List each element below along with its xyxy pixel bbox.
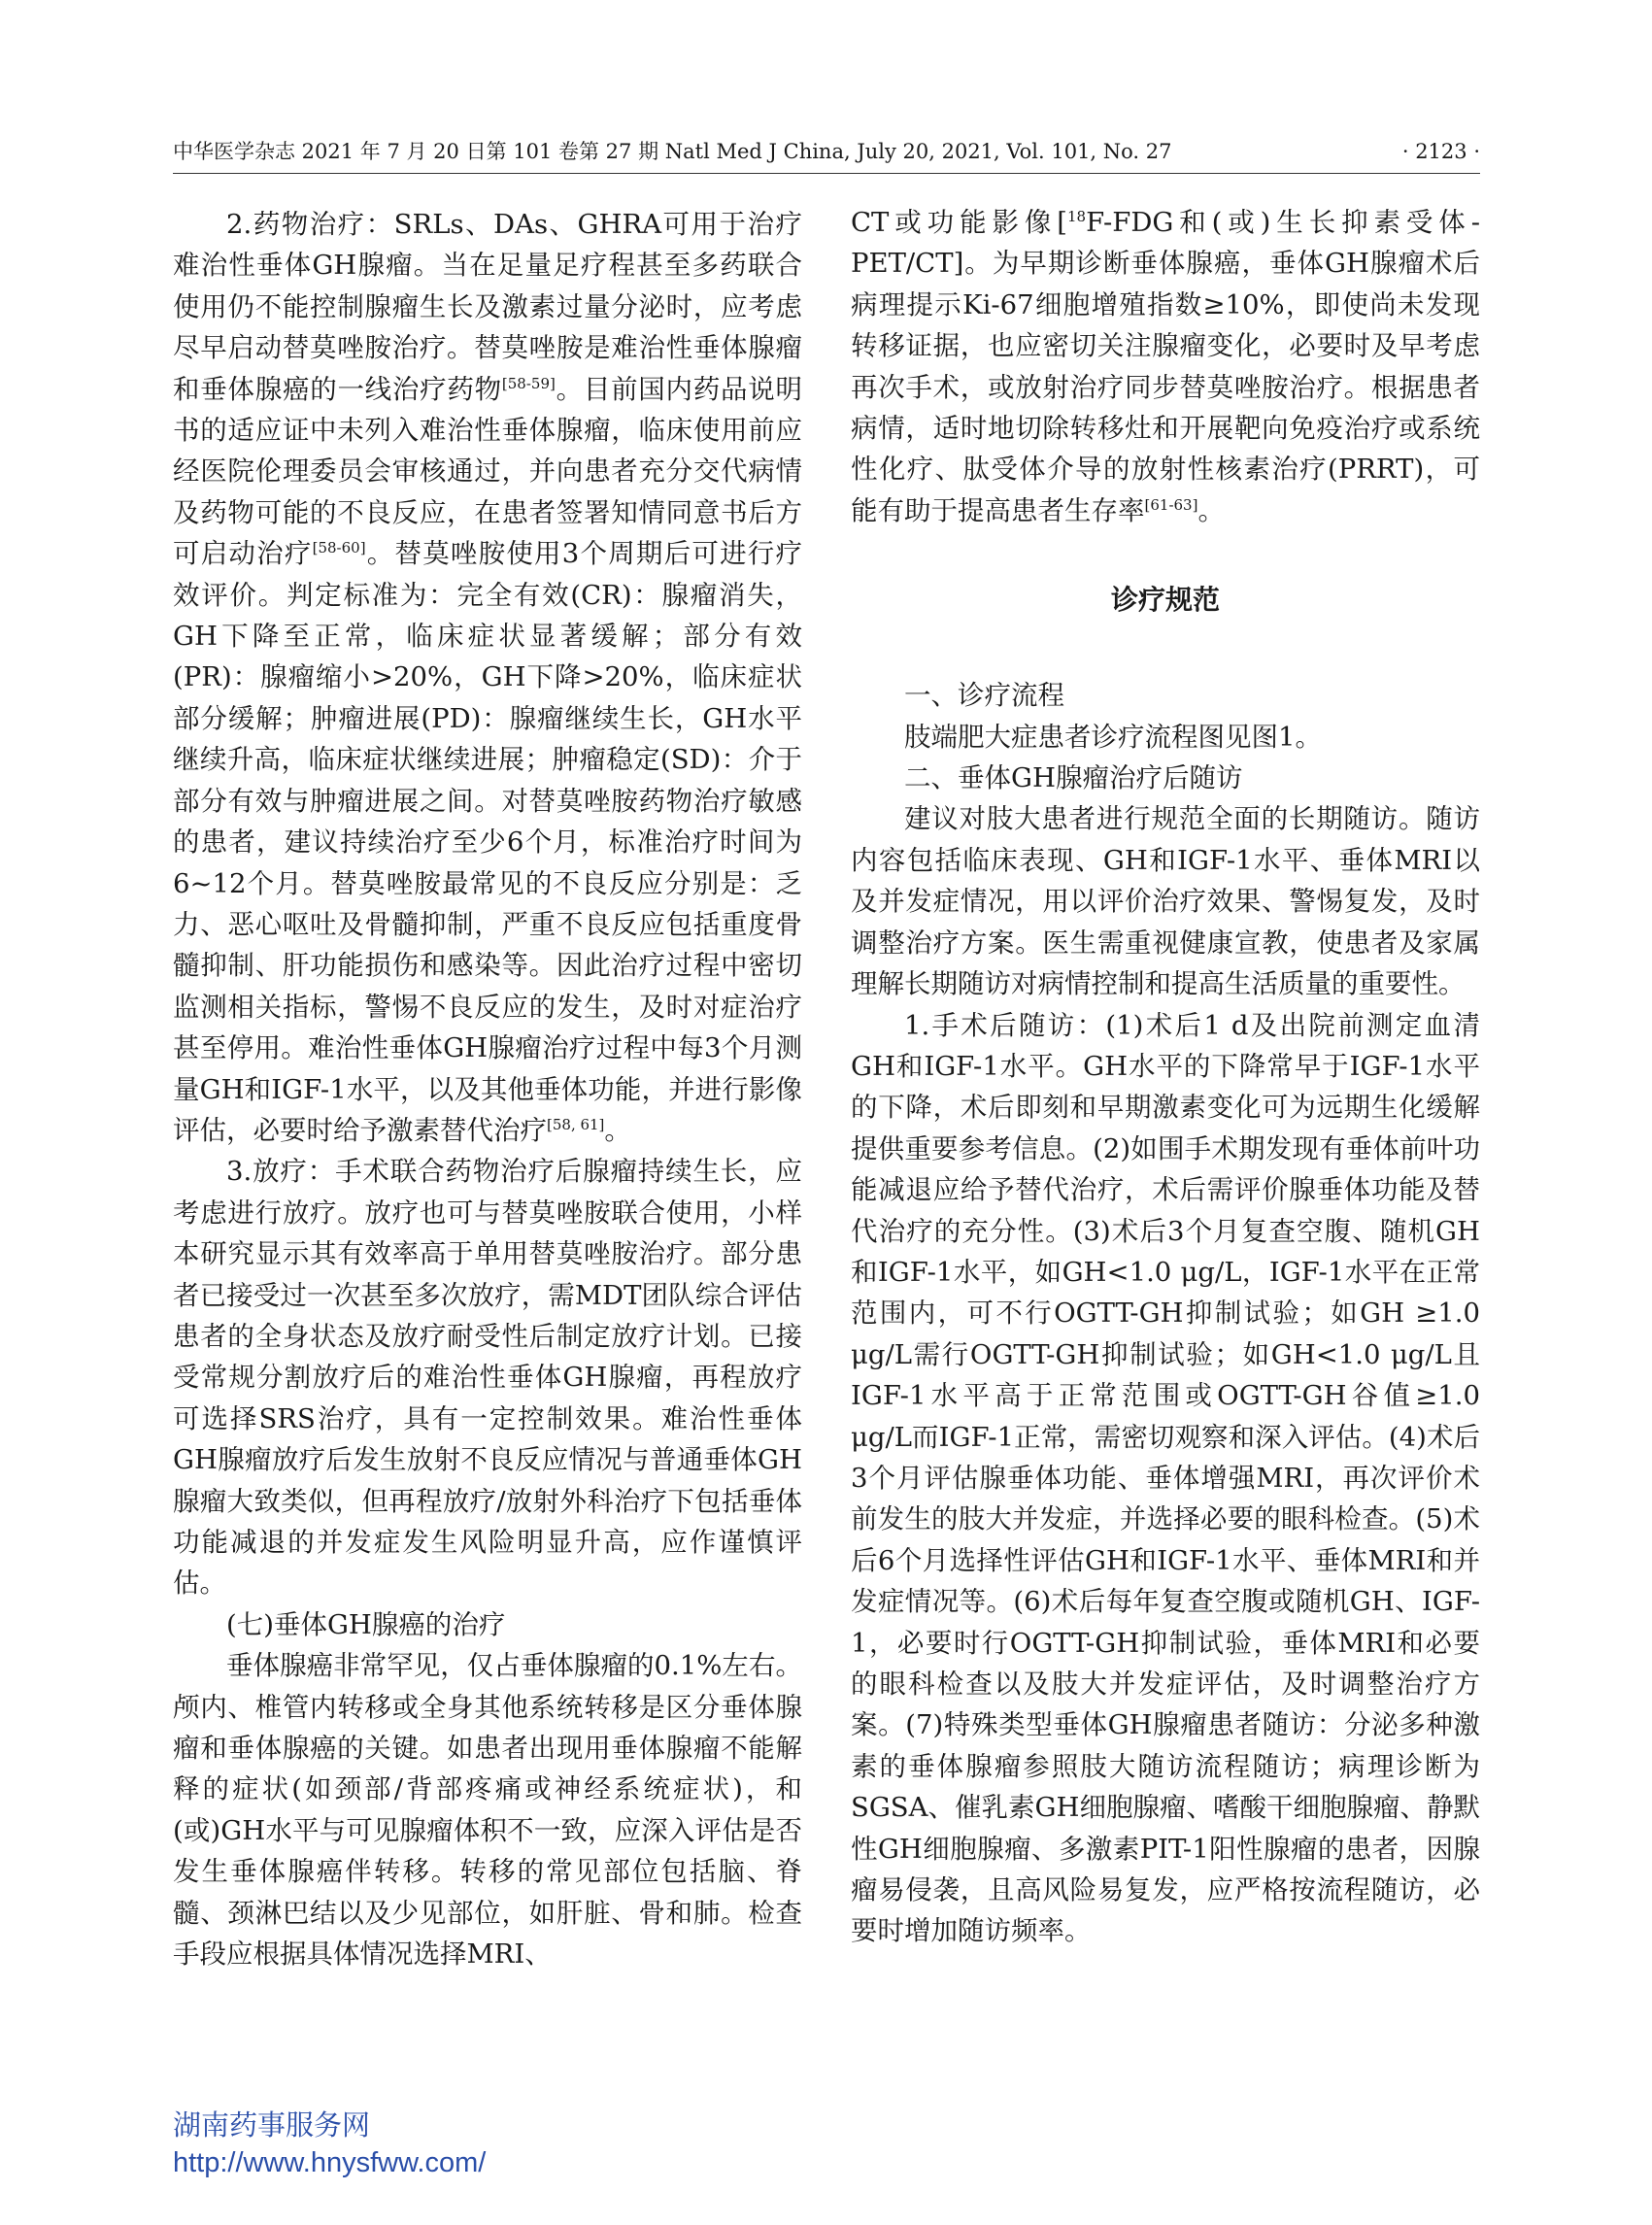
- citation: [61-63]: [1144, 495, 1198, 514]
- paragraph-postop-followup: 1.手术后随访：(1)术后1 d及出院前测定血清GH和IGF-1水平。GH水平的下降常早于IGF-1水平的下降，术后即刻和早期激素变化可为远期生化缓解提供重要参考信息。(2)如围手术期发现有垂体前叶功能减退应给予替代治疗，术后需评价腺垂体功能及替代治疗的充分性。(3)术后3个月复查空腹、随机GH和IGF-1水平，如GH<1.0 μg/L，IGF-1水平在正常范围内，可不行OGTT-GH抑制试验；如GH ≥1.0 μg/L需行OGTT-GH抑制试验；如GH<1.0 μg/L且IGF-1水平高于正常范围或OGTT-GH谷值≥1.0 μg/L而IGF-1正常，需密切观察和深入评估。(4)术后3个月评估腺垂体功能、垂体增强MRI，再次评价术前发生的肢大并发症，并选择必要的眼科检查。(5)术后6个月选择性评估GH和IGF-1水平、垂体MRI和并发症情况等。(6)术后每年复查空腹或随机GH、IGF-1，必要时行OGTT-GH抑制试验，垂体MRI和必要的眼科检查以及肢大并发症评估，及时调整治疗方案。(7)特殊类型垂体GH腺瘤患者随访：分泌多种激素的垂体腺瘤参照肢大随访流程随访；病理诊断为SGSA、催乳素GH细胞腺瘤、嗜酸干细胞腺瘤、静默性GH细胞腺瘤、多激素PIT-1阳性腺瘤的患者，因腺瘤易侵袭，且高风险易复发，应严格按流程随访，必要时增加随访频率。: [851, 1009, 1480, 1947]
- section-title: 诊疗规范: [1110, 584, 1220, 617]
- citation: [58, 61]: [547, 1115, 605, 1133]
- subheading-flow: 一、诊疗流程: [904, 680, 1064, 712]
- watermark-url[interactable]: http://www.hnysfww.com/: [173, 2147, 487, 2178]
- subheading-carcinoma: (七)垂体GH腺癌的治疗: [226, 1608, 506, 1640]
- citation: [58-60]: [312, 539, 366, 557]
- journal-citation: 中华医学杂志 2021 年 7 月 20 日第 101 卷第 27 期 Natl Med J China, July 20, 2021, Vol. 101, No. 27: [173, 140, 1172, 163]
- subheading-followup: 二、垂体GH腺瘤治疗后随访: [904, 762, 1243, 794]
- running-header: [173, 134, 1480, 169]
- left-column: [173, 204, 802, 1974]
- watermark: [173, 2107, 486, 2181]
- header-rule: [173, 173, 1480, 174]
- paragraph-drug-therapy: 2.药物治疗：SRLs、DAs、GHRA可用于治疗难治性垂体GH腺瘤。当在足量足疗程甚至多药联合使用仍不能控制腺瘤生长及激素过量分泌时，应考虑尽早启动替莫唑胺治疗。替莫唑胺是难治性垂体腺瘤和垂体腺癌的一线治疗药物[58-59]。目前国内药品说明书的适应证中未列入难治性垂体腺瘤，临床使用前应经医院伦理委员会审核通过，并向患者充分交代病情及药物可能的不良反应，在患者签署知情同意书后方可启动治疗[58-60]。替莫唑胺使用3个周期后可进行疗效评价。判定标准为：完全有效(CR)：腺瘤消失，GH下降至正常，临床症状显著缓解；部分有效(PR)：腺瘤缩小>20%，GH下降>20%，临床症状部分缓解；肿瘤进展(PD)：腺瘤继续生长，GH水平继续升高，临床症状继续进展；肿瘤稳定(SD)：介于部分有效与肿瘤进展之间。对替莫唑胺药物治疗敏感的患者，建议持续治疗至少6个月，标准治疗时间为6~12个月。替莫唑胺最常见的不良反应分别是：乏力、恶心呕吐及骨髓抑制，严重不良反应包括重度骨髓抑制、肝功能损伤和感染等。因此治疗过程中密切监测相关指标，警惕不良反应的发生，及时对症治疗甚至停用。难治性垂体GH腺瘤治疗过程中每3个月测量GH和IGF-1水平，以及其他垂体功能，并进行影像评估，必要时给予激素替代治疗[58, 61]。: [173, 209, 803, 1146]
- paragraph-followup-intro: 建议对肢大患者进行规范全面的长期随访。随访内容包括临床表现、GH和IGF-1水平、垂体MRI以及并发症情况，用以评价治疗效果、警惕复发，及时调整治疗方案。医生需重视健康宣教，使患者及家属理解长期随访对病情控制和提高生活质量的重要性。: [851, 803, 1480, 1000]
- right-column: [851, 202, 1480, 1952]
- paragraph-radiotherapy: 3.放疗：手术联合药物治疗后腺瘤持续生长，应考虑进行放疗。放疗也可与替莫唑胺联合使用，小样本研究显示其有效率高于单用替莫唑胺治疗。部分患者已接受过一次甚至多次放疗，需MDT团队综合评估患者的全身状态及放疗耐受性后制定放疗计划。已接受常规分割放疗后的难治性垂体GH腺瘤，再程放疗可选择SRS治疗，具有一定控制效果。难治性垂体GH腺瘤放疗后发生放射不良反应情况与普通垂体GH腺瘤大致类似，但再程放疗/放射外科治疗下包括垂体功能减退的并发症发生风险明显升高，应作谨慎评估。: [173, 1156, 802, 1600]
- superscript-18: 18: [1067, 207, 1087, 225]
- page-number: · 2123 ·: [1401, 140, 1480, 163]
- paragraph-imaging: CT或功能影像[$^{18}$F-FDG和(或)生长抑素受体-PET/CT]。为早期诊断垂体腺癌，垂体GH腺瘤术后病理提示Ki-67细胞增殖指数≥10%，即使尚未发现转移证据，也应密切关注腺瘤变化，必要时及早考虑再次手术，或放射治疗同步替莫唑胺治疗。根据患者病情，适时地切除转移灶和开展靶向免疫治疗或系统性化疗、肽受体介导的放射性核素治疗(PRRT)，可能有助于提高患者生存率[61-63]。: [851, 207, 1480, 526]
- citation: [58-59]: [501, 374, 556, 392]
- paragraph-flow: 肢端肥大症患者诊疗流程图见图1。: [904, 721, 1322, 753]
- paragraph-carcinoma: 垂体腺癌非常罕见，仅占垂体腺瘤的0.1%左右。颅内、椎管内转移或全身其他系统转移是区分垂体腺瘤和垂体腺癌的关键。如患者出现用垂体腺瘤不能解释的症状(如颈部/背部疼痛或神经系统症状)，和(或)GH水平与可见腺瘤体积不一致，应深入评估是否发生垂体腺癌伴转移。转移的常见部位包括脑、脊髓、颈淋巴结以及少见部位，如肝脏、骨和肺。检查手段应根据具体情况选择MRI、: [173, 1650, 802, 1971]
- watermark-site-name: 湖南药事服务网: [173, 2110, 371, 2141]
